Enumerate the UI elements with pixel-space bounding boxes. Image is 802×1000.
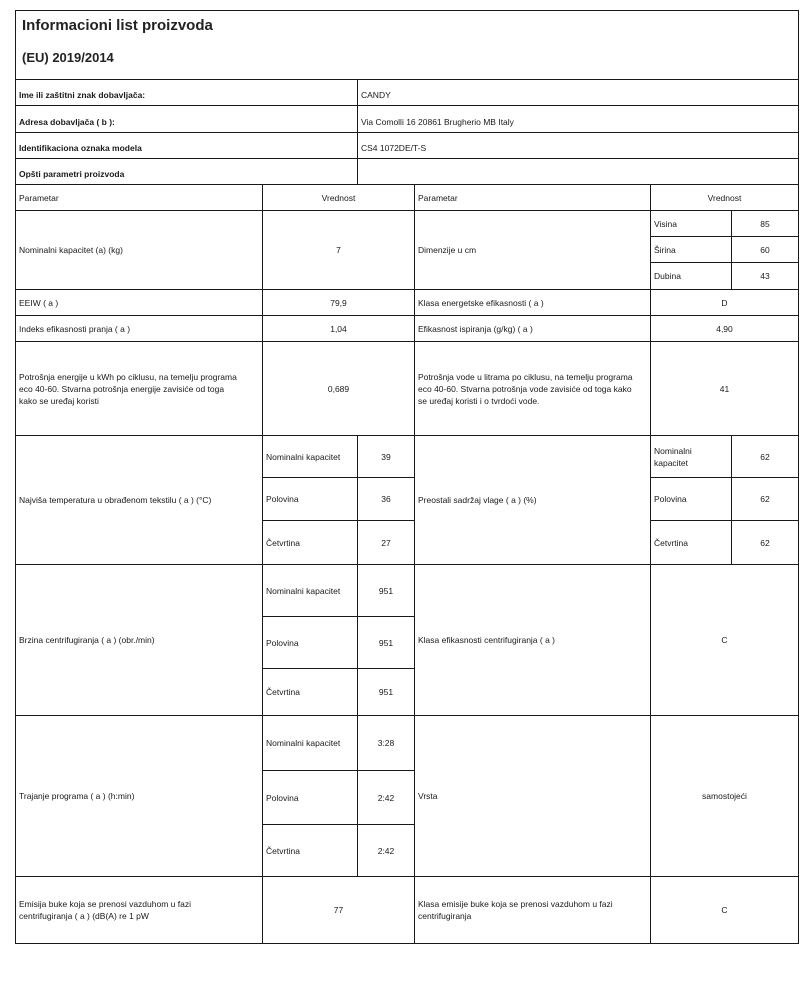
temperature-load-value: 36: [357, 477, 415, 521]
spin-class-value: C: [650, 564, 799, 716]
document-title-block: [15, 10, 799, 80]
col-header-value-left: Vrednost: [262, 184, 415, 211]
dimension-name: Širina: [650, 236, 732, 263]
rated-capacity-label: Nominalni kapacitet (a) (kg): [15, 210, 263, 290]
moisture-load-name: Polovina: [650, 477, 732, 521]
washing-index-label: Indeks efikasnosti pranja ( a ): [15, 315, 263, 342]
spin-load-name: Nominalni kapacitet: [262, 564, 358, 617]
duration-load-value: 2:42: [357, 770, 415, 825]
duration-load-value: 2:42: [357, 824, 415, 877]
water-consumption-value: 41: [650, 341, 799, 436]
duration-load-name: Polovina: [262, 770, 358, 825]
energy-class-label: Klasa energetske efikasnosti ( a ): [414, 289, 651, 316]
spin-load-value: 951: [357, 564, 415, 617]
col-header-value-right: Vrednost: [650, 184, 799, 211]
dimension-value: 60: [731, 236, 799, 263]
rinsing-value: 4,90: [650, 315, 799, 342]
max-temperature-label: Najviša temperatura u obrađenom tekstilu ( a ) (°C): [15, 435, 263, 565]
col-header-param-left: Parametar: [15, 184, 263, 211]
temperature-load-value: 27: [357, 520, 415, 565]
spin-class-label: Klasa efikasnosti centrifugiranja ( a ): [414, 564, 651, 716]
energy-consumption-label: Potrošnja energije u kWh po ciklusu, na temelju programa eco 40-60. Stvarna potrošnja energije zavisiće od toga kako se uređaj koristi: [15, 341, 263, 436]
rated-capacity-value: 7: [262, 210, 415, 290]
spin-speed-label: Brzina centrifugiranja ( a ) (obr./min): [15, 564, 263, 716]
general-parameters-label: Opšti parametri proizvoda: [15, 158, 358, 185]
duration-load-value: 3:28: [357, 715, 415, 771]
moisture-load-value: 62: [731, 520, 799, 565]
spin-load-name: Polovina: [262, 616, 358, 669]
duration-load-name: Četvrtina: [262, 824, 358, 877]
supplier-address-label: Adresa dobavljača ( b ):: [15, 105, 358, 133]
water-consumption-label: Potrošnja vode u litrama po ciklusu, na temelju programa eco 40-60. Stvarna potrošnja vode zavisiće od toga kako se uređaj koristi i o tvrdoći vode.: [414, 341, 651, 436]
dimension-value: 85: [731, 210, 799, 237]
noise-class-value: C: [650, 876, 799, 944]
model-identifier-value: CS4 1072DE/T-S: [357, 132, 799, 159]
dimensions-label: Dimenzije u cm: [414, 210, 651, 290]
energy-class-value: D: [650, 289, 799, 316]
noise-emission-label: Emisija buke koja se prenosi vazduhom u fazi centrifugiranja ( a ) (dB(A) re 1 pW: [15, 876, 263, 944]
noise-emission-value: 77: [262, 876, 415, 944]
supplier-name-value: CANDY: [357, 79, 799, 106]
moisture-label: Preostali sadržaj vlage ( a ) (%): [414, 435, 651, 565]
type-value: samostojeći: [650, 715, 799, 877]
dimension-name: Visina: [650, 210, 732, 237]
dimension-value: 43: [731, 262, 799, 290]
col-header-param-right: Parametar: [414, 184, 651, 211]
eeiw-value: 79,9: [262, 289, 415, 316]
moisture-load-value: 62: [731, 477, 799, 521]
temperature-load-name: Nominalni kapacitet: [262, 435, 358, 478]
dimension-name: Dubina: [650, 262, 732, 290]
spin-load-value: 951: [357, 616, 415, 669]
general-parameters-empty: [357, 158, 799, 185]
duration-load-name: Nominalni kapacitet: [262, 715, 358, 771]
duration-label: Trajanje programa ( a ) (h:min): [15, 715, 263, 877]
eeiw-label: EEIW ( a ): [15, 289, 263, 316]
rinsing-label: Efikasnost ispiranja (g/kg) ( a ): [414, 315, 651, 342]
temperature-load-name: Polovina: [262, 477, 358, 521]
spin-load-value: 951: [357, 668, 415, 716]
supplier-name-label: Ime ili zaštitni znak dobavljača:: [15, 79, 358, 106]
washing-index-value: 1,04: [262, 315, 415, 342]
moisture-load-value: 62: [731, 435, 799, 478]
temperature-load-name: Četvrtina: [262, 520, 358, 565]
document-title: Informacioni list proizvoda: [22, 17, 213, 34]
noise-class-label: Klasa emisije buke koja se prenosi vazduhom u fazi centrifugiranja: [414, 876, 651, 944]
energy-consumption-value: 0,689: [262, 341, 415, 436]
supplier-address-value: Via Comolli 16 20861 Brugherio MB Italy: [357, 105, 799, 133]
model-identifier-label: Identifikaciona oznaka modela: [15, 132, 358, 159]
temperature-load-value: 39: [357, 435, 415, 478]
moisture-load-name: Nominalni kapacitet: [650, 435, 732, 478]
regulation-reference: (EU) 2019/2014: [22, 50, 114, 65]
spin-load-name: Četvrtina: [262, 668, 358, 716]
type-label: Vrsta: [414, 715, 651, 877]
moisture-load-name: Četvrtina: [650, 520, 732, 565]
